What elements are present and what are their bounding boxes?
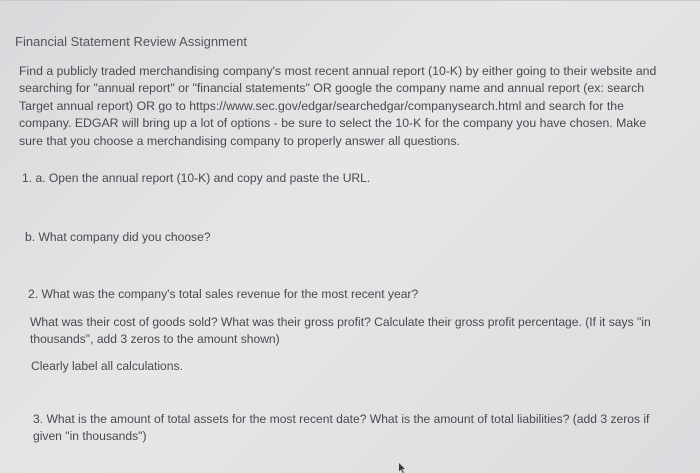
- question-1a: 1. a. Open the annual report (10-K) and copy and paste the URL.: [22, 171, 371, 185]
- question-2: 2. What was the company's total sales revenue for the most recent year?: [28, 287, 419, 301]
- question-2-note: Clearly label all calculations.: [31, 359, 183, 373]
- question-3: 3. What is the amount of total assets for the most recent date? What is the amount of total liabilities? (add 3 zeros if given "in thousands"): [33, 412, 650, 444]
- page-title: Financial Statement Review Assignment: [15, 34, 247, 49]
- mouse-pointer-icon: [398, 463, 406, 473]
- question-1b: b. What company did you choose?: [25, 230, 211, 244]
- assignment-instructions: Find a publicly traded merchandising company's most recent annual report (10-K) by either going to their website and searching for "annual report" or "financial statements" OR google the company name and annual report (ex: search Target annual report) OR go to https://www.sec.gov/edgar/searchedgar/companysearch.html and search for the company. EDGAR will bring up a lot of options - be sure to select the 10-K for the company you have chosen. Make sure that you choose a merchandising company to properly answer all questions.: [19, 64, 657, 148]
- question-2-details: What was their cost of goods sold? What was their gross profit? Calculate their gross profit percentage. (If it says "in thousands", add 3 zeros to the amount shown): [30, 315, 651, 347]
